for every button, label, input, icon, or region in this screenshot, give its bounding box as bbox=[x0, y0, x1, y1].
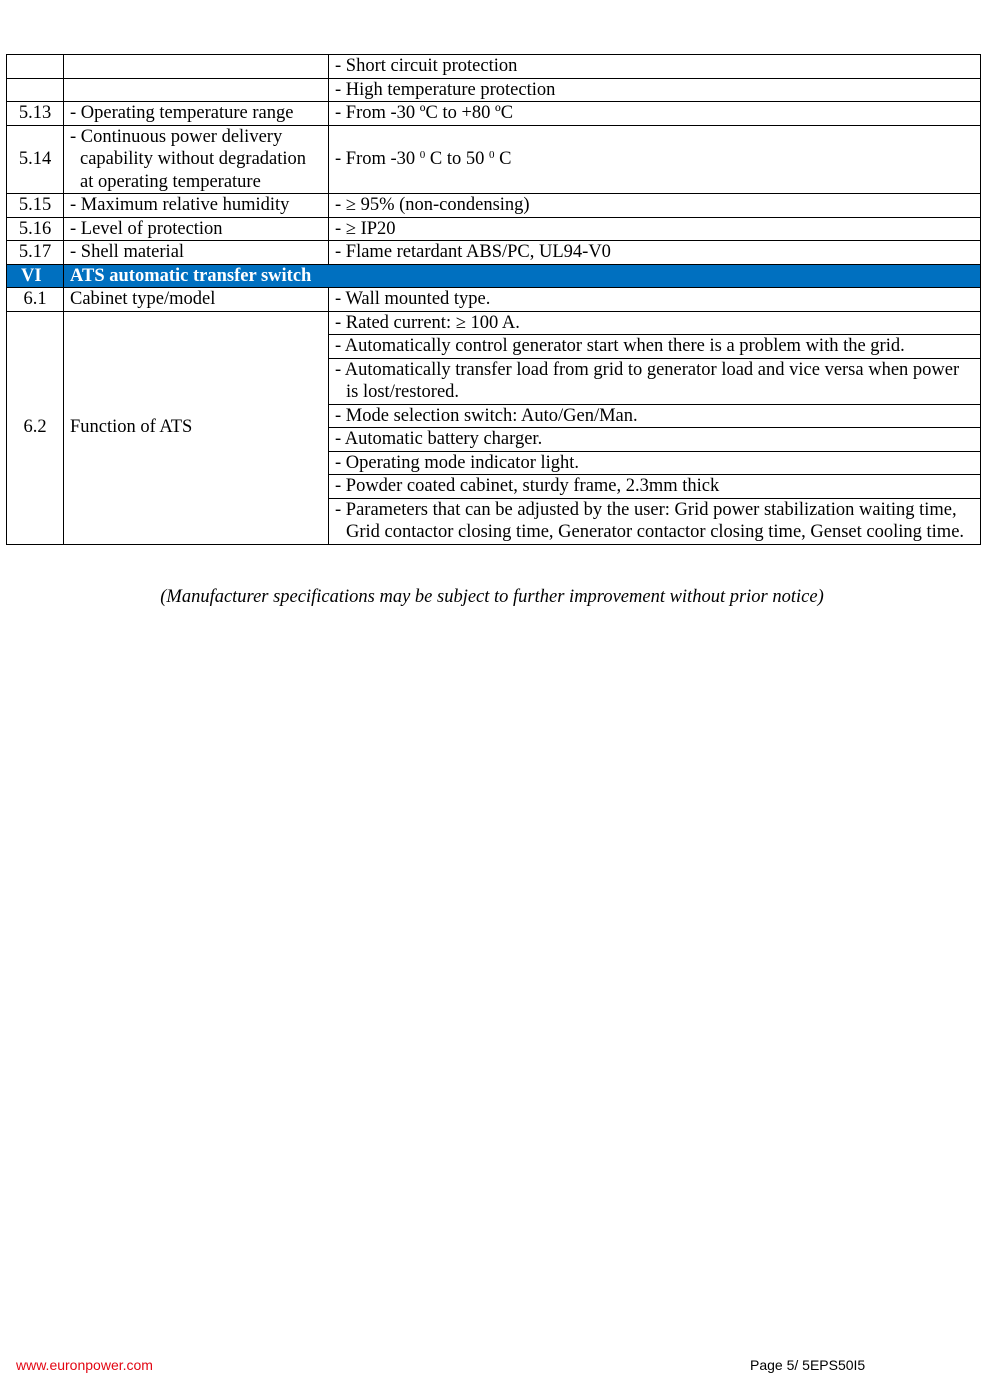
item-number: 5.14 bbox=[7, 125, 64, 194]
specification-table bbox=[6, 54, 981, 545]
spec-description: - Mode selection switch: Auto/Gen/Man. bbox=[329, 404, 981, 428]
table-row bbox=[7, 241, 981, 265]
spec-description bbox=[329, 125, 981, 194]
spec-text: C to 50 bbox=[425, 149, 490, 169]
item-name: - Operating temperature range bbox=[64, 102, 329, 126]
spec-description: - Flame retardant ABS/PC, UL94-V0 bbox=[329, 241, 981, 265]
table-row bbox=[7, 102, 981, 126]
spec-description: - Wall mounted type. bbox=[329, 288, 981, 312]
spec-description: - Rated current: ≥ 100 A. bbox=[329, 311, 981, 335]
table-row bbox=[7, 55, 981, 79]
spec-text: C bbox=[494, 149, 512, 169]
spec-description: - Short circuit protection bbox=[329, 55, 981, 79]
item-number: 5.13 bbox=[7, 102, 64, 126]
item-name: - Continuous power delivery capability without degradation at operating temperature bbox=[70, 126, 307, 192]
item-number: 5.15 bbox=[7, 194, 64, 218]
item-name-cell bbox=[64, 78, 329, 102]
section-number: VI bbox=[7, 264, 64, 288]
spec-description: - High temperature protection bbox=[329, 78, 981, 102]
item-name-cell bbox=[64, 55, 329, 79]
spec-description: - ≥ 95% (non-condensing) bbox=[329, 194, 981, 218]
table-row bbox=[7, 78, 981, 102]
item-number-cell bbox=[7, 55, 64, 79]
item-number: 6.1 bbox=[7, 288, 64, 312]
spec-description: - Powder coated cabinet, sturdy frame, 2.3mm thick bbox=[329, 475, 981, 499]
section-title: ATS automatic transfer switch bbox=[64, 264, 981, 288]
spec-description: - ≥ IP20 bbox=[329, 217, 981, 241]
degree-sup: 0 bbox=[489, 149, 495, 161]
degree-sup: 0 bbox=[419, 149, 426, 161]
table-row bbox=[7, 125, 981, 194]
item-number: 5.17 bbox=[7, 241, 64, 265]
spec-description: - From -30 ºC to +80 ºC bbox=[329, 102, 981, 126]
item-number: 6.2 bbox=[7, 311, 64, 544]
table-row bbox=[7, 288, 981, 312]
item-number-cell bbox=[7, 78, 64, 102]
spec-description: - Automatic battery charger. bbox=[329, 428, 981, 452]
table-row bbox=[7, 311, 981, 335]
table-row bbox=[7, 194, 981, 218]
spec-description-cell bbox=[329, 358, 981, 404]
spec-description-cell bbox=[329, 498, 981, 544]
spec-description: - Automatically control generator start when there is a problem with the grid. bbox=[329, 335, 981, 359]
spec-description: - Automatically transfer load from grid to generator load and vice versa when power is lost/restored. bbox=[335, 359, 960, 402]
footer-page-number: Page 5/ 5EPS50I5 bbox=[750, 1357, 866, 1373]
section-header-row bbox=[7, 264, 981, 288]
spec-description: - Parameters that can be adjusted by the user: Grid power stabilization waiting time, Grid contactor closing time, Generator contactor closing time, Genset cooling time. bbox=[335, 499, 965, 542]
manufacturer-note: (Manufacturer specifications may be subject to further improvement without prior notice) bbox=[160, 587, 824, 607]
item-name: - Level of protection bbox=[64, 217, 329, 241]
item-name: - Shell material bbox=[64, 241, 329, 265]
item-name: Function of ATS bbox=[64, 311, 329, 544]
table-row bbox=[7, 217, 981, 241]
item-name: - Maximum relative humidity bbox=[64, 194, 329, 218]
item-name-cell bbox=[64, 125, 329, 194]
item-name: Cabinet type/model bbox=[64, 288, 329, 312]
spec-description: - Operating mode indicator light. bbox=[329, 451, 981, 475]
footer-website: www.euronpower.com bbox=[16, 1357, 153, 1373]
spec-text: - From -30 bbox=[335, 149, 420, 169]
item-number: 5.16 bbox=[7, 217, 64, 241]
